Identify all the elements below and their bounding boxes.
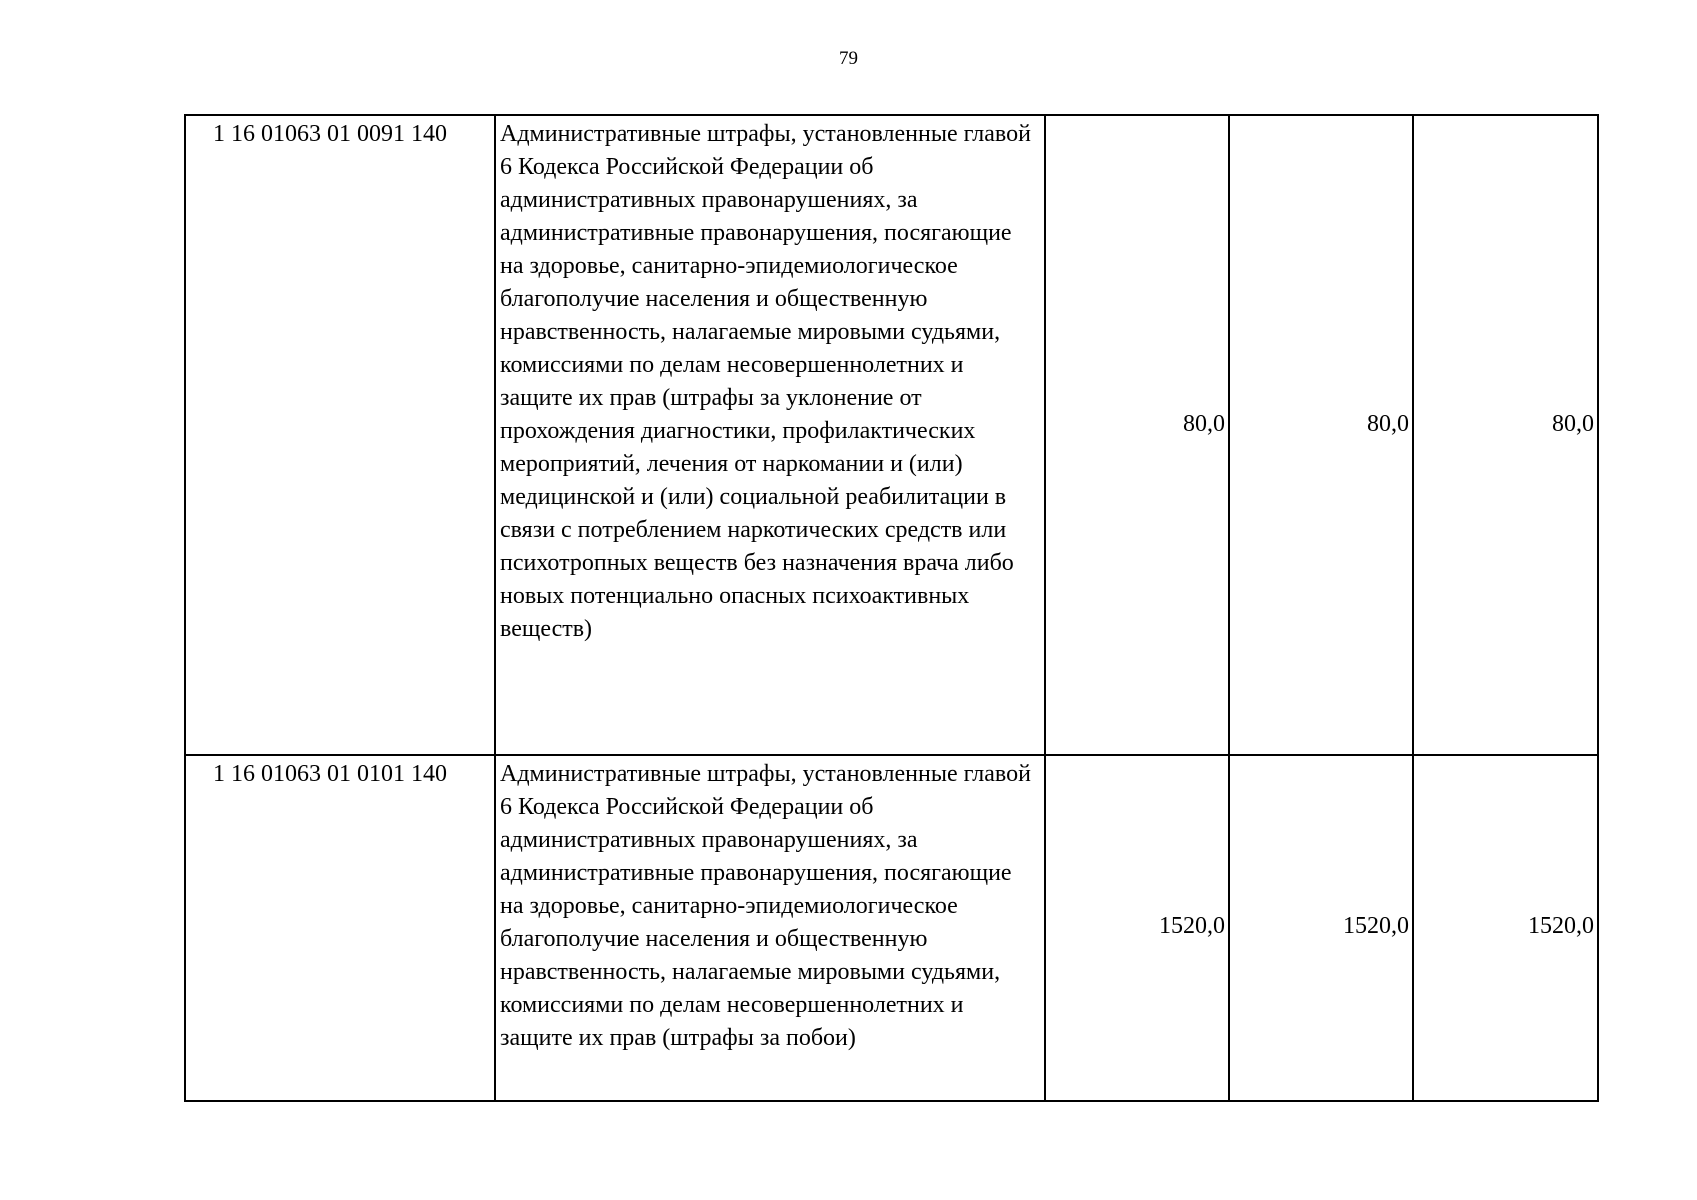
amount-cell-year-3: 1520,0 bbox=[1413, 755, 1598, 1101]
amount-cell-year-2: 1520,0 bbox=[1229, 755, 1413, 1101]
page-number: 79 bbox=[839, 48, 858, 69]
description-cell: Административные штрафы, установленные главой 6 Кодекса Российской Федерации об административных правонарушениях, за административные правонарушения, посягающие на здоровье, санитарно-эпидемиологическое благополучие населения и общественную нравственность, налагаемые мировыми судьями, комиссиями по делам несовершеннолетних и защите их прав (штрафы за уклонение от прохождения диагностики, профилактических мероприятий, лечения от наркомании и (или) медицинской и (или) социальной реабилитации в связи с потреблением наркотических средств или психотропных веществ без назначения врача либо новых потенциально опасных психоактивных веществ) bbox=[495, 115, 1045, 755]
amount-cell-year-2: 80,0 bbox=[1229, 115, 1413, 755]
budget-revenue-table bbox=[184, 114, 1599, 1102]
description-cell: Административные штрафы, установленные главой 6 Кодекса Российской Федерации об административных правонарушениях, за административные правонарушения, посягающие на здоровье, санитарно-эпидемиологическое благополучие населения и общественную нравственность, налагаемые мировыми судьями, комиссиями по делам несовершеннолетних и защите их прав (штрафы за побои) bbox=[495, 755, 1045, 1101]
table-row bbox=[185, 755, 1598, 1101]
amount-cell-year-1: 80,0 bbox=[1045, 115, 1229, 755]
amount-cell-year-3: 80,0 bbox=[1413, 115, 1598, 755]
table-row bbox=[185, 115, 1598, 755]
budget-code-cell: 1 16 01063 01 0101 140 bbox=[185, 755, 495, 1101]
amount-cell-year-1: 1520,0 bbox=[1045, 755, 1229, 1101]
budget-code-cell: 1 16 01063 01 0091 140 bbox=[185, 115, 495, 755]
